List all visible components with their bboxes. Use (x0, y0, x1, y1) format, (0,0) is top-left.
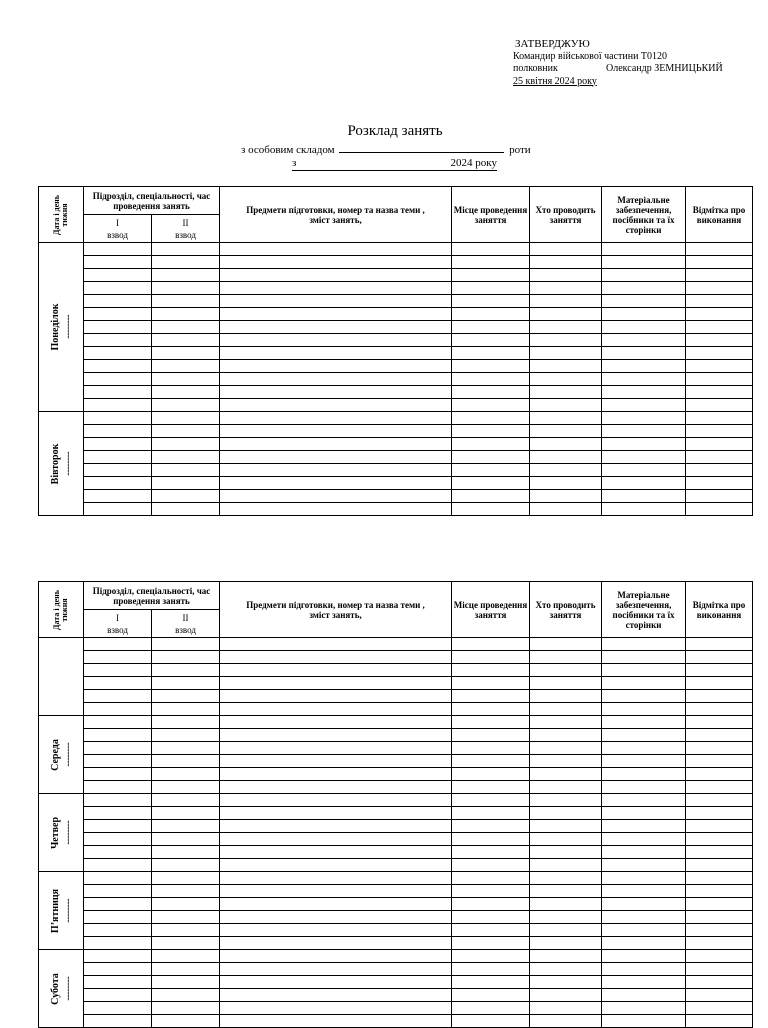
header-instructor: Хто проводить заняття (530, 582, 602, 638)
approval-rank: полковник (513, 63, 558, 74)
approval-block (513, 38, 723, 88)
day-cell-thursday: Четвер ................ (39, 794, 84, 872)
approval-signature-row (513, 63, 723, 76)
day-label-thursday: Четвер (50, 816, 61, 849)
header-unit-time: Підрозділ, спеціальності, час проведення занять (84, 582, 220, 610)
header-platoon-1: I взвод (84, 215, 152, 243)
header-date-day: Дата і день тижня (39, 582, 84, 638)
day-label-wednesday: Середа (50, 738, 61, 771)
schedule-table-2 (38, 581, 753, 1028)
day-cell-wednesday: Середа ................ (39, 716, 84, 794)
day-cell-blank (39, 638, 84, 716)
day-cell-tuesday: Вівторок ................ (39, 412, 84, 516)
document-title: Розклад занять (347, 123, 443, 139)
header-subjects: Предмети підготовки, номер та назва теми , зміст занять, (220, 582, 452, 638)
header-completion: Відмітка про виконання (686, 187, 753, 243)
header-place: Місце проведення заняття (452, 582, 530, 638)
header-platoon-1: I взвод (84, 610, 152, 638)
header-completion: Відмітка про виконання (686, 582, 753, 638)
subtitle-prefix: з особовим складом (241, 144, 335, 156)
subtitle-line (241, 142, 531, 156)
date-year: 2024 року (450, 157, 497, 169)
day-cell-friday: П’ятниця ................ (39, 872, 84, 950)
date-line (292, 157, 497, 171)
schedule-table-1 (38, 186, 753, 516)
date-prefix: з (292, 157, 297, 169)
header-subjects: Предмети підготовки, номер та назва теми , зміст занять, (220, 187, 452, 243)
day-cell-saturday: Субота ................ (39, 950, 84, 1028)
approval-name: Олександр ЗЕМНИЦЬКИЙ (606, 63, 723, 74)
header-place: Місце проведення заняття (452, 187, 530, 243)
company-blank-field (339, 142, 504, 153)
day-label-tuesday: Вівторок (50, 443, 61, 484)
header-unit-time: Підрозділ, спеціальності, час проведення занять (84, 187, 220, 215)
day-label-friday: П’ятниця (50, 888, 61, 933)
header-materials: Матеріальне забезпечення, посібники та їх сторінки (602, 187, 686, 243)
header-materials: Матеріальне забезпечення, посібники та їх сторінки (602, 582, 686, 638)
day-label-monday: Понеділок (50, 303, 61, 351)
day-cell-monday: Понеділок ................ (39, 243, 84, 412)
subtitle-suffix: роти (509, 144, 531, 156)
approval-date: 25 квітня 2024 року (513, 75, 597, 87)
header-date-day: Дата і день тижня (39, 187, 84, 243)
header-platoon-2: II взвод (152, 610, 220, 638)
table-header (39, 187, 753, 243)
header-platoon-2: II взвод (152, 215, 220, 243)
approval-title: ЗАТВЕРДЖУЮ (515, 38, 590, 50)
approval-position: Командир військової частини Т0120 (513, 50, 668, 62)
header-instructor: Хто проводить заняття (530, 187, 602, 243)
table-header (39, 582, 753, 638)
day-label-saturday: Субота (50, 972, 61, 1005)
